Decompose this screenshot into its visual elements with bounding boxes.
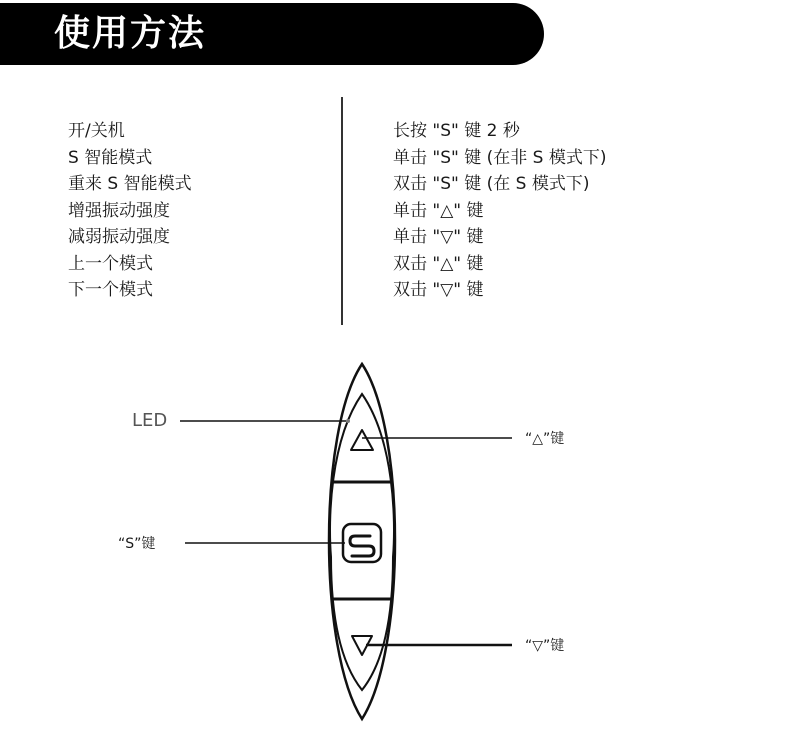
operation-item: 双击 "▽" 键 bbox=[393, 280, 484, 300]
function-item: 减弱振动强度 bbox=[68, 227, 170, 247]
page-title: 使用方法 bbox=[54, 13, 207, 54]
function-item: S 智能模式 bbox=[68, 147, 153, 168]
operation-item: 单击 "△" 键 bbox=[393, 200, 484, 221]
led-indicator-icon bbox=[346, 419, 350, 423]
operation-item: 长按 "S" 键 2 秒 bbox=[393, 121, 520, 141]
function-item: 上一个模式 bbox=[68, 253, 153, 274]
operation-item: 单击 "S" 键 (在非 S 模式下) bbox=[393, 147, 607, 168]
led-label: LED bbox=[132, 410, 168, 431]
s-key-label: “S”键 bbox=[118, 536, 156, 552]
up-key-label: “△”键 bbox=[525, 431, 565, 447]
function-item: 开/关机 bbox=[68, 121, 125, 141]
function-item: 下一个模式 bbox=[68, 280, 153, 300]
function-item: 增强振动强度 bbox=[68, 200, 170, 221]
down-key-label: “▽”键 bbox=[525, 638, 565, 654]
operation-item: 单击 "▽" 键 bbox=[393, 227, 484, 247]
operation-item: 双击 "△" 键 bbox=[393, 253, 484, 274]
operation-item: 双击 "S" 键 (在 S 模式下) bbox=[393, 174, 590, 194]
function-item: 重来 S 智能模式 bbox=[68, 174, 192, 194]
